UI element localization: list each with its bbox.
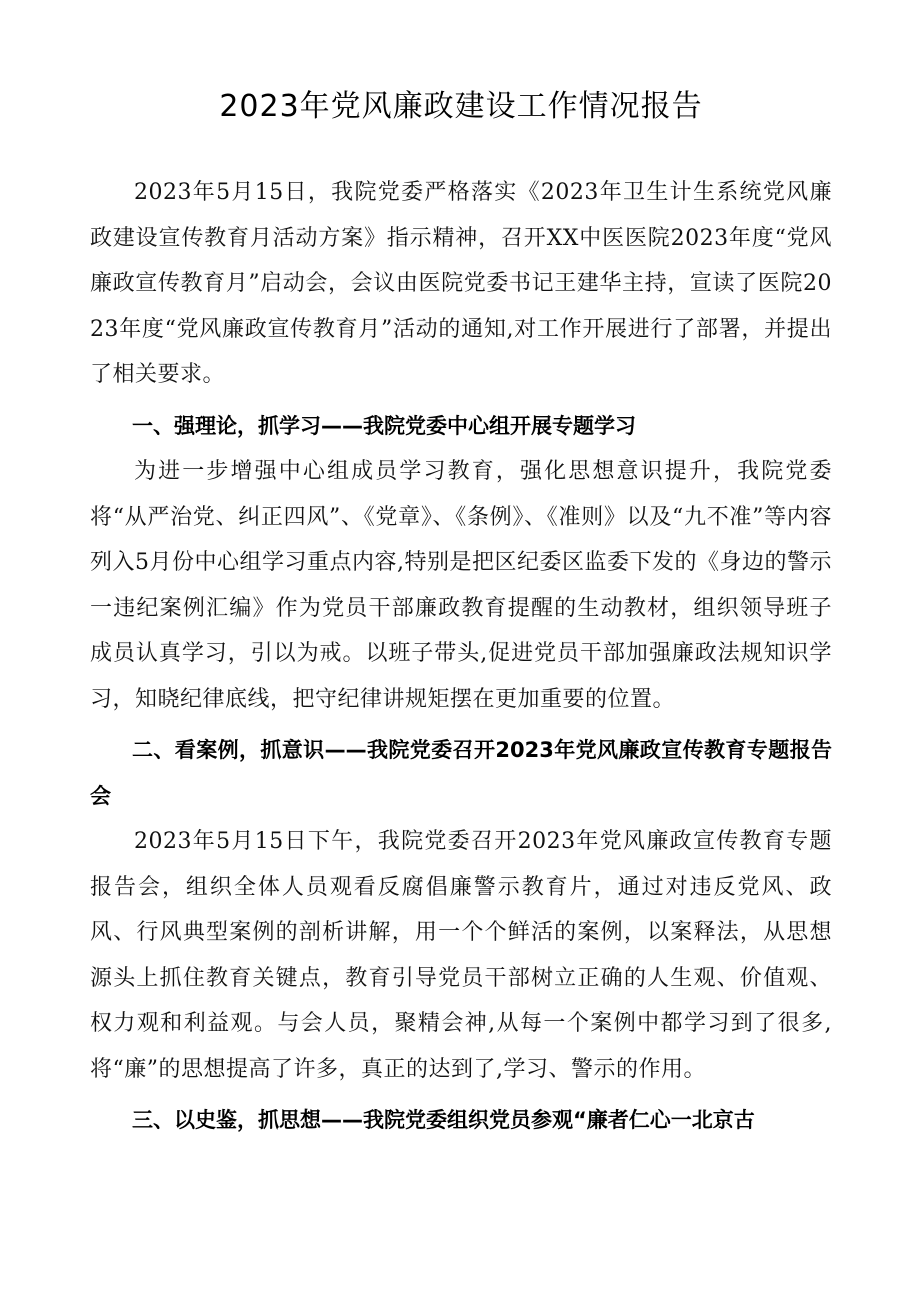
section-body-1: 为进一步增强中心组成员学习教育，强化思想意识提升，我院党委将“从严治党、纠正四风”、《党章》、《条例》、《准则》以及“九不准”等内容列入5月份中心组学习重点内容,特别是把区纪委区监委下发的《身边的警示一违纪案例汇编》作为党员干部廉政教育提醒的生动教材，组织领导班子成员认真学习，引以为戒。以班子带头,促进党员干部加强廉政法规知识学习，知晓纪律底线，把守纪律讲规矩摆在更加重要的位置。: [90, 459, 832, 712]
document-title: 2023年党风廉政建设工作情况报告: [219, 89, 703, 124]
section-heading-3: 三、以史鉴，抓思想——我院党委组织党员参观“廉者仁心一北京古: [132, 1108, 755, 1132]
section-heading-1: 一、强理论，抓学习——我院党委中心组开展专题学习: [132, 413, 636, 438]
section-body-2: 2023年5月15日下午，我院党委召开2023年党风廉政宣传教育专题报告会，组织全体人员观看反腐倡廉警示教育片，通过对违反党风、政风、行风典型案例的剖析讲解，用一个个鲜活的案例，以案释法，从思想源头上抓住教育关键点，教育引导党员干部树立正确的人生观、价值观、权力观和利益观。与会人员，聚精会神,从每一个案例中都学习到了很多,将“廉”的思想提高了许多，真正的达到了,学习、警示的作用。: [90, 829, 832, 1082]
section-heading-2: 二、看案例，抓意识——我院党委召开2023年党风廉政宣传教育专题报告会: [90, 738, 832, 808]
intro-paragraph: 2023年5月15日，我院党委严格落实《2023年卫生计生系统党风廉政建设宣传教育月活动方案》指示精神，召开XX中医医院2023年度“党风廉政宣传教育月”启动会，会议由医院党委书记王建华主持，宣读了医院2023年度“党风廉政宣传教育月”活动的通知,对工作开展进行了部署，并提出了相关要求。: [90, 180, 832, 387]
